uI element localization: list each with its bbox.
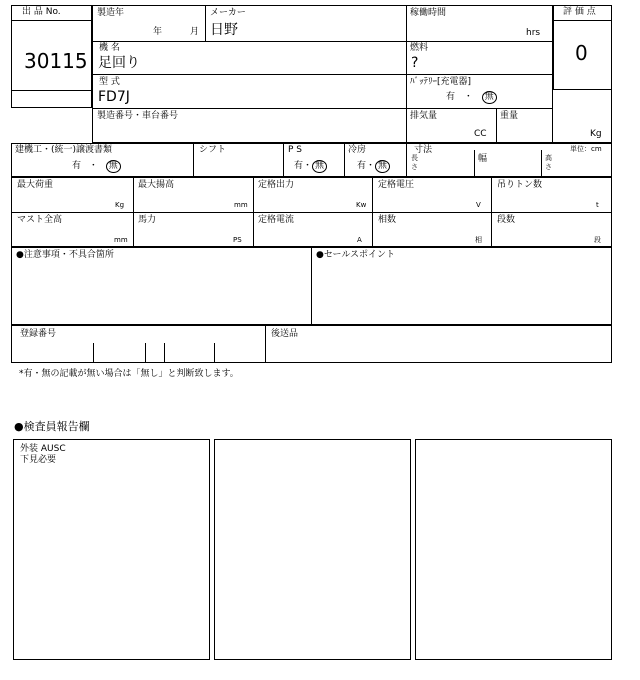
rating-label: 評 価 点: [563, 7, 596, 17]
model-name-value: 足回り: [98, 55, 140, 71]
lot-no-label: 出 品 No.: [22, 7, 61, 17]
fuel-value: ?: [411, 55, 419, 71]
ps-dot: ・: [303, 161, 313, 171]
spec-stages-label: 段数: [497, 215, 516, 225]
dims-label: 寸法: [414, 145, 433, 155]
inspector-box-2: [214, 439, 411, 660]
weight-unit: Kg: [590, 129, 602, 139]
inspector-box-1: [13, 439, 210, 660]
year-unit: 年: [153, 27, 163, 37]
spec-rated-current-label: 定格電流: [258, 215, 295, 225]
model-name-label: 機 名: [99, 43, 120, 53]
displacement-label: 排気量: [410, 111, 438, 121]
spec-stages-unit: 段: [594, 236, 601, 244]
shipping-label: 後送品: [271, 329, 299, 339]
ps-choice: [294, 160, 327, 173]
ac-label: 冷房: [348, 145, 367, 155]
ac-yes: 有: [357, 161, 367, 171]
cert-dot: ・: [88, 161, 98, 171]
cert-label: 建機工・(統一)譲渡書類: [15, 145, 113, 155]
spec-max-load-label: 最大荷重: [17, 180, 54, 190]
spec-max-lift-unit: mm: [234, 201, 248, 209]
battery-dot: ・: [463, 92, 473, 102]
month-unit: 月: [190, 27, 200, 37]
battery-label: ﾊﾞｯﾃﾘｰ[充電器]: [410, 77, 472, 87]
spec-max-lift-label: 最大揚高: [138, 180, 175, 190]
displacement-unit: CC: [474, 129, 487, 139]
shift-label: シフト: [199, 145, 227, 155]
serial-label: 製造番号・車台番号: [97, 111, 179, 121]
inspector-box-3: [415, 439, 612, 660]
width-label: 幅: [478, 154, 488, 164]
height-label-2: さ: [545, 163, 552, 171]
issues-label: ●注意事項・不具合箇所: [16, 250, 114, 260]
registration-label: 登録番号: [20, 329, 57, 339]
inspector-box1-line2: 下見必要: [20, 455, 57, 465]
battery-yes: 有: [446, 92, 456, 102]
spec-phase-unit: 相: [475, 236, 482, 244]
weight-label: 重量: [500, 111, 519, 121]
battery-no-circled: 無: [482, 91, 497, 104]
type-label: 型 式: [99, 77, 120, 87]
ac-no-circled: 無: [375, 160, 390, 173]
type-value: FD7J: [98, 89, 130, 105]
spec-rated-current-unit: A: [357, 236, 362, 244]
maker-value: 日野: [210, 22, 238, 38]
spec-rated-voltage-label: 定格電圧: [378, 180, 415, 190]
length-label-1: 長: [411, 154, 418, 162]
spec-rated-output-label: 定格出力: [258, 180, 295, 190]
ps-label: P S: [288, 145, 303, 155]
spec-rated-output-unit: Kw: [356, 201, 367, 209]
spec-phase-label: 相数: [378, 215, 397, 225]
maker-label: メーカー: [210, 8, 246, 18]
spec-crane-tons-label: 吊りトン数: [497, 180, 543, 190]
rating-value: 0: [575, 41, 588, 65]
ac-dot: ・: [366, 161, 376, 171]
hours-unit: hrs: [526, 28, 541, 38]
length-label-2: さ: [411, 163, 418, 171]
battery-choice: [446, 91, 497, 104]
inspector-box1-line1: 外装 AUSC: [20, 444, 66, 454]
inspector-title: ●検査員報告欄: [14, 420, 90, 433]
cert-no-circled: 無: [106, 160, 121, 173]
hours-label: 稼働時間: [410, 8, 447, 18]
cert-choice: [72, 160, 121, 173]
cert-yes: 有: [72, 161, 82, 171]
spec-horsepower-label: 馬力: [138, 215, 157, 225]
spec-crane-tons-unit: t: [596, 201, 599, 209]
year-label: 製造年: [97, 8, 125, 18]
ac-choice: [357, 160, 390, 173]
unit-note: 単位：cm: [570, 145, 602, 153]
height-label-1: 高: [545, 154, 552, 162]
footnote: *有・無の記載が無い場合は「無し」と判断致します。: [19, 369, 239, 379]
spec-max-load-unit: Kg: [115, 201, 125, 209]
ps-no-circled: 無: [312, 160, 327, 173]
registration-box: [11, 325, 612, 363]
sales-label: ●セールスポイント: [316, 250, 396, 260]
ps-yes: 有: [294, 161, 304, 171]
spec-rated-voltage-unit: V: [476, 201, 481, 209]
spec-horsepower-unit: PS: [233, 236, 242, 244]
lot-no-value: 30115: [24, 49, 88, 73]
spec-mast-height-unit: mm: [114, 236, 128, 244]
spec-mast-height-label: マスト全高: [17, 215, 63, 225]
fuel-label: 燃料: [410, 43, 429, 53]
